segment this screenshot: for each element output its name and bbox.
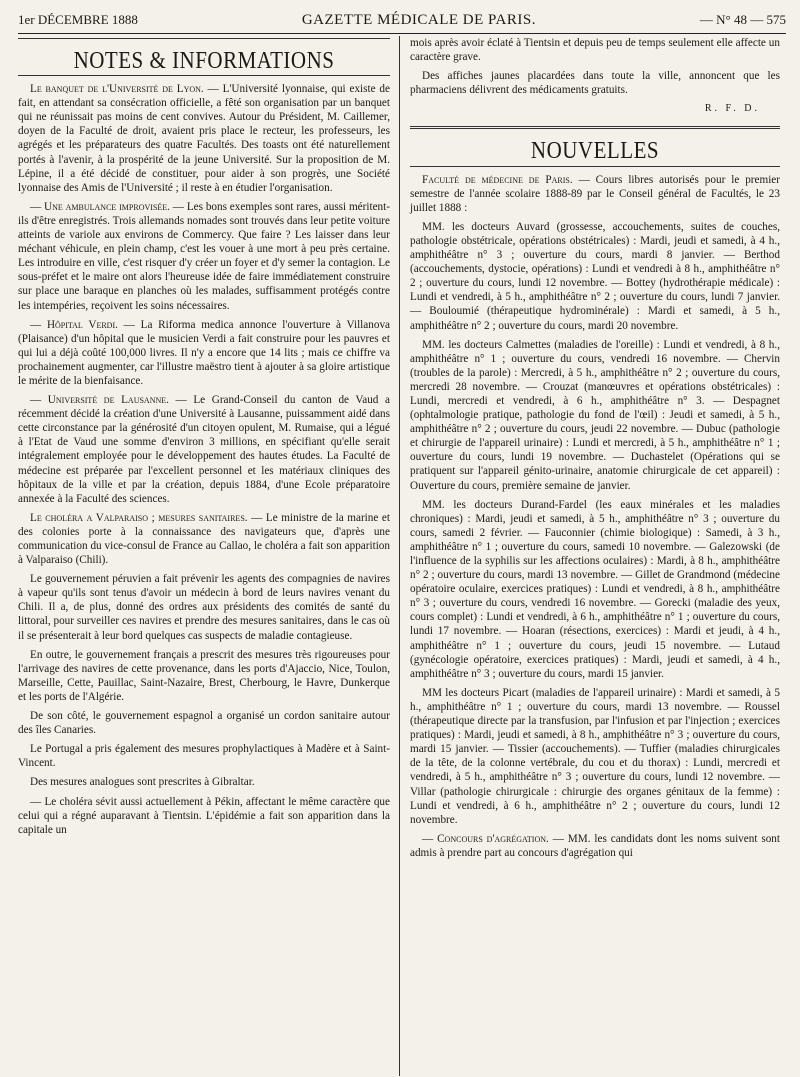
section-rule (410, 166, 780, 167)
section-title-nouvelles: NOUVELLES (530, 136, 660, 165)
article-heading: Faculté de médecine de Paris. (422, 173, 573, 186)
header-number: — N° 48 — 575 (699, 12, 786, 27)
article-heading: Le choléra a Valparaiso ; mesures sanitaires. (30, 511, 248, 524)
article-heading: — Université de Lausanne. (30, 394, 169, 407)
article-text: MM. les docteurs Durand-Fardel (les eaux minérales et les maladies chroniques) : Mardi, jeudi et samedi, à 5 h., amphithéâtre n° 3 ; ouverture du cours, samedi 2 février. — Fauconnier (chimie biologique) : Samedi, à 3 h., amphithéâtre n° 1 ; ouverture du cours, samedi 10 novembre. — Galezowski (de l'influence de la syphilis sur les affections oculaires) : Mardi, à 8 h., amphithéâtre n° 2 ; ouverture du cours, mardi 13 novembre. — Gillet de Grandmond (médecine opératoire oculaire, exercices pratiques) : Lundi et vendredi, à 8 h., amphithéâtre n° 3 ; ouverture du cours, vendredi 16 novembre. — Gorecki (maladie des yeux, cours complet) : Lundi et vendredi, à 6 h., amphithéâtre n° 1 ; ouverture du cours, lundi 17 novembre. — Hoaran (résections, exercices) : Mardi et jeudi, à 4 h., amphithéâtre n° 1 ; ouverture du cours, jeudi 15 novembre. — Lutaud (gynécologie opératoire, exercices pratiques) : Mardi, jeudi et samedi, à 4 h., amphithéâtre n° 3 ; ouverture du cours, mardi 15 janvier. (410, 498, 780, 680)
article-paragraph: Des affiches jaunes placardées dans toute la ville, annoncent que les pharmaciens délivrent des médicaments gratuits. (410, 70, 780, 97)
section-rule (18, 75, 390, 76)
article-text: MM les docteurs Picart (maladies de l'appareil urinaire) : Mardi et samedi, à 5 h., amphithéâtre n° 1 ; ouverture du cours, mardi 13 novembre. — Roussel (thérapeutique directe par la transfusion, par l'infusion et par l'injection ; exercices pratiques) : Mardi, jeudi et samedi, à 8 h., amphithéâtre n° 3 ; ouverture du cours, mardi 15 janvier. — Tissier (accouchements). — Tuffier (maladies chirurgicales de la tête, de la colonne vertébrale, du cou et du thorax) : Lundi, mercredi et vendredi, à 5 h., amphithéâtre n° 3 ; ouverture du cours, lundi 12 novembre. — Villar (pathologie chirurgicale : chirurgie des organes génitaux de la femme) : Lundi et vendredi, à 6 h., amphithéâtre n° 2 ; ouverture du cours, lundi 12 novembre. (410, 686, 780, 826)
right-column (399, 36, 780, 1076)
article-heading: — Concours d'agrégation. (422, 832, 549, 845)
header-date: 1er DÉCEMBRE 1888 (18, 12, 138, 27)
article-paragraph (410, 832, 780, 860)
article-text: Des mesures analogues sont prescrites à Gibraltar. (30, 776, 255, 789)
article-paragraph (410, 173, 780, 215)
article-text: — L'Université lyonnaise, qui existe de fait, en attendant sa consécration officielle, a fêté son organisation par un banquet qui ne réunissait pas moins de cent convives. Autour du Président, M. Caillemer, doyen de la Faculté de droit, avaient pris place le recteur, les professeurs, les agrégés et les préparateurs des quatre Facultés. Des toasts ont été naturellement portés à l'avenir, à la prospérité de la jeune Université. Sur la proposition de M. Lépine, il a été décidé de constituer, pour aider à son progrès, une Société lyonnaise des Amis de l'Université ; il reste à en étudier l'organisation. (18, 83, 390, 194)
article-paragraph (18, 795, 390, 837)
right-articles (410, 173, 780, 860)
article-text: — Cours libres autorisés pour le premier semestre de l'année scolaire 1888-89 par le Conseil général de Facultés, le 23 juillet 1888 : (410, 173, 780, 214)
article-text: — Le ministre de la marine et des colonies porte à la connaissance des navigateurs que, d'après une communication du vice-consul de France au Callao, le choléra a fait son apparition à Valparaiso (Chili). (18, 511, 390, 567)
article-paragraph (18, 709, 390, 737)
article-text: MM. les docteurs Auvard (grossesse, accouchements, suites de couches, pathologie obstétricale, opérations obstétricales) : Mardi, jeudi et samedi, à 4 h., amphithéâtre n° 3 ; ouverture du cours, mardi 8 janvier. — Berthod (accouchements, dystocie, opérations) : Lundi et vendredi à 8 h., amphithéâtre n° 2 ; ouverture du cours, lundi 12 novembre. — Bottey (hydrothérapie médicale) : Lundi et vendredi, à 5 h., amphithéâtre n° 2 ; ouverture du cours, lundi 7 janvier. — Bouloumié (thérapeutique hydrominérale) : Mardi et samedi, à 5 h., amphithéâtre n° 2 ; ouverture du cours, mardi 20 novembre. (410, 220, 780, 332)
article-paragraph (18, 393, 390, 506)
signature: R. F. D. (704, 103, 760, 115)
article-text: — Le choléra sévit aussi actuellement à Pékin, affectant le même caractère que celui qui a régné auparavant à Tientsin. L'épidémie a fait son apparition dans la capitale un (18, 795, 390, 836)
section-rule (410, 126, 780, 129)
article-paragraph (18, 318, 390, 388)
article-paragraph (18, 82, 390, 195)
article-paragraph (410, 498, 780, 681)
article-paragraph (18, 775, 390, 789)
article-text: — La Riforma medica annonce l'ouverture à Villanova (Plaisance) d'un hôpital que le musicien Verdi a fait construire pour les pauvres et qui lui a déjà coûté 100,000 livres. Il n'y a encore que 14 lits ; mais ce chiffre va prochainement augmenter, car l'illustre maëstro tient à ajouter à sa gloire artistique le mérite de la bienfaisance. (18, 318, 390, 387)
columns (18, 36, 786, 1076)
header-title: GAZETTE MÉDICALE DE PARIS. (301, 12, 536, 28)
article-paragraph (18, 742, 390, 770)
article-paragraph (18, 648, 390, 704)
article-text: — Le Grand-Conseil du canton de Vaud a récemment décidé la création d'une Université à Lausanne, puissamment aidé dans cette circonstance par la générosité d'un citoyen opulent, M. Rumaise, qui a légué à l'Etat de Vaud une somme d'environ 3 millions, en spécifiant qu'elle serait intégralement employée pour le développement des hautes études. La Faculté de médecine est préparée par l'excellent personnel et les matériaux cliniques des hôpitaux de la ville et par la création, depuis 1884, d'une Ecole préparatoire annexée à la Faculté des sciences. (18, 394, 390, 505)
article-text: — MM. les candidats dont les noms suivent sont admis à prendre part au concours d'agrégation qui (410, 832, 780, 859)
page-header (18, 12, 786, 34)
article-paragraph (410, 220, 780, 333)
article-paragraph (410, 686, 780, 827)
article-text: En outre, le gouvernement français a prescrit des mesures très rigoureuses pour l'arrivage des navires de cette provenance, dans les ports d'Ajaccio, Nice, Toulon, Marseille, Cette, Pauillac, Saint-Nazaire, Brest, Cherbourg, le Havre, Dunkerque et les ports de l'Algérie. (18, 648, 390, 703)
article-paragraph (18, 200, 390, 313)
article-heading: Le banquet de l'Université de Lyon. (30, 83, 204, 96)
section-title-notes: NOTES & INFORMATIONS (73, 46, 335, 74)
left-articles (18, 82, 390, 837)
article-text: De son côté, le gouvernement espagnol a organisé un cordon sanitaire autour des îles Canaries. (18, 710, 390, 737)
article-text: MM. les docteurs Calmettes (maladies de l'oreille) : Lundi et vendredi, à 8 h., amphithéâtre n° 1 ; ouverture du cours, vendredi 16 novembre. — Chervin (troubles de la parole) : Mercredi, à 5 h., amphithéâtre n° 2 ; ouverture du cours, mercredi 28 novembre. — Crouzat (manœuvres et opérations obstétricales) : Lundi, mercredi et vendredi, à 6 h., amphithéâtre n° 3. — Despagnet (ophtalmologie pratique, pathologie du fond de l'œil) : Jeudi et samedi, à 5 h., amphithéâtre n° 2 ; ouverture du cours, jeudi 22 novembre. — Dubuc (pathologie et chirurgie de l'appareil urinaire) : Lundi et mercredi, à 5 h., amphithéâtre n° 1 ; ouverture du cours, lundi 19 novembre. — Duchastelet (Opérations qui se pratiquent sur l'appareil génito-urinaire, anatomie chirurgicale de cet appareil) : Ouverture du cours, première semaine de janvier. (410, 338, 780, 492)
left-column (18, 36, 399, 1076)
article-paragraph (410, 338, 780, 493)
article-heading: — Une ambulance improvisée. (30, 200, 170, 213)
article-heading: — Hôpital Verdi. (30, 318, 118, 331)
article-text: Le Portugal a pris également des mesures prophylactiques à Madère et à Saint-Vincent. (18, 743, 390, 770)
article-text: — Les bons exemples sont rares, aussi méritent-ils d'être enregistrés. Trois allemands nomades sont trouvés dans leur petite voiture atteints de variole aux environs de Commercy. Que faire ? Les laisser dans leur méchant véhicule, en plein champ, c'est les vouer à une mort à peu près certaine. Les introduire en ville, c'est risquer d'y créer un foyer et d'y semer la contagion. Le sous-préfet et le maire ont alors l'heureuse idée de faire immédiatement construire sur place une baraque en planches où les malades, suffisamment protégés contre les intempéries, reçoivent les soins nécessaires. (18, 200, 390, 312)
article-paragraph (18, 572, 390, 642)
article-text: Le gouvernement péruvien a fait prévenir les agents des compagnies de navires à vapeur qu'ils sont tenus d'avoir un médecin à bord de leurs navires venant du Chili. Il a, de plus, donné des ordres aux présidents des comités de santé du littoral, pour surveiller ces navires et prendre des mesures sanitaires, dans le cas où il se présenterait à leur bord quelques cas suspects de maladie contagieuse. (18, 573, 390, 642)
section-rule (18, 38, 390, 39)
article-paragraph (18, 511, 390, 567)
article-paragraph: mois après avoir éclaté à Tientsin et depuis peu de temps seulement elle affecte un caractère grave. (410, 37, 780, 64)
